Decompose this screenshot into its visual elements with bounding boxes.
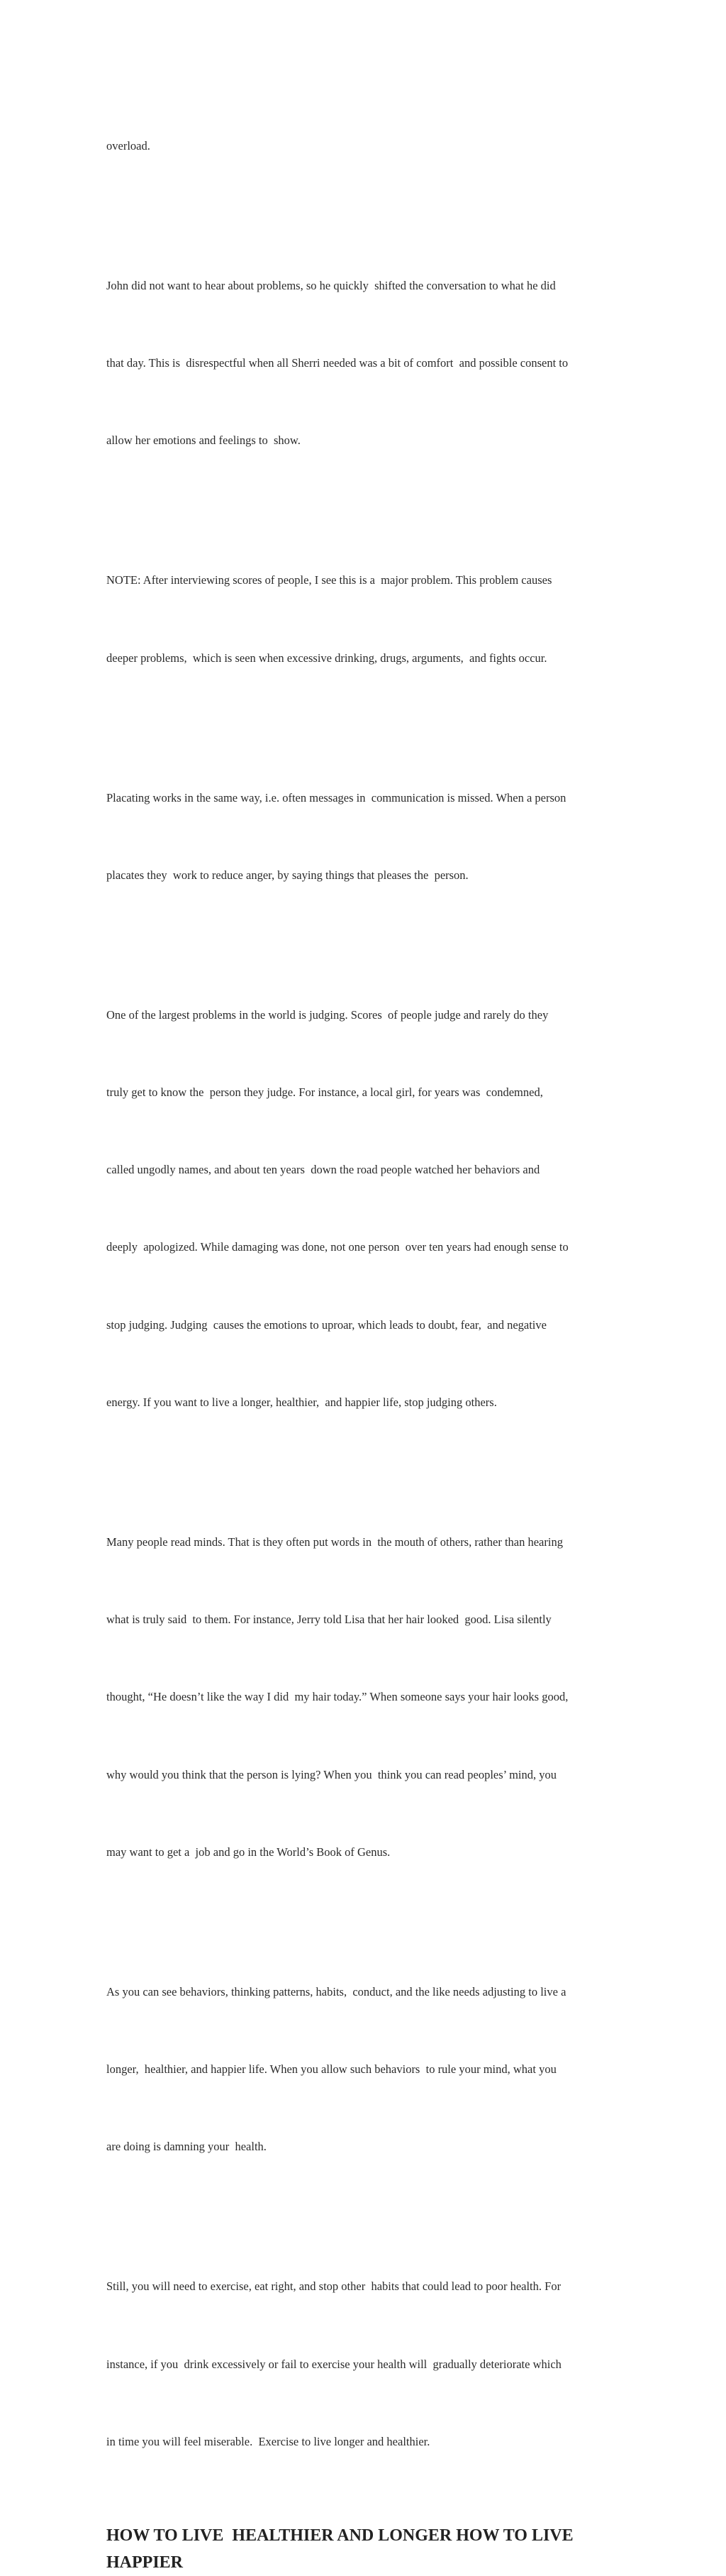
heading-line: HAPPIER [106,2553,183,2572]
paragraph-line: why would you think that the person is lying? When you think you can read peoples’ mind, you [106,1767,557,1781]
paragraph-line: Many people read minds. That is they often put words in the mouth of others, rather than hearing [106,1535,563,1549]
paragraph-line: Still, you will need to exercise, eat right, and stop other habits that could lead to poor health. For [106,2279,562,2294]
paragraph-line: allow her emotions and feelings to show. [106,433,301,448]
paragraph-line: in time you will feel miserable. Exercise to live longer and healthier. [106,2434,430,2448]
paragraph-line: energy. If you want to live a longer, healthier, and happier life, stop judging others. [106,1395,497,1409]
paragraph-judging [106,951,627,1467]
paragraph-mind-reading [106,1478,627,1917]
paragraph-john [106,221,627,505]
paragraph-overload [106,82,627,211]
paragraph-line: what is truly said to them. For instance, Jerry told Lisa that her hair looked good. Lisa silently [106,1613,552,1627]
heading-line: HOW TO LIVE HEALTHIER AND LONGER HOW TO LIVE [106,2526,574,2545]
document-page [106,82,627,2576]
paragraph-line: Placating works in the same way, i.e. often messages in communication is missed. When a person [106,790,566,805]
paragraph-line: truly get to know the person they judge. For instance, a local girl, for years was condemned, [106,1085,543,1100]
paragraph-line: John did not want to hear about problems, so he quickly shifted the conversation to what he did [106,278,556,292]
paragraph-line: deeply apologized. While damaging was done, not one person over ten years had enough sense to [106,1240,569,1254]
paragraph-line: stop judging. Judging causes the emotions to uproar, which leads to doubt, fear, and negative [106,1317,547,1332]
section-heading [106,2522,627,2576]
paragraph-line: that day. This is disrespectful when all Sherri needed was a bit of comfort and possible consent to [106,356,569,370]
paragraph-line: placates they work to reduce anger, by saying things that pleases the person. [106,868,469,882]
paragraph-line: called ungodly names, and about ten years down the road people watched her behaviors and [106,1163,540,1177]
paragraph-note [106,516,627,723]
paragraph-exercise [106,2223,627,2506]
paragraph-line: overload. [106,138,150,153]
paragraph-line: thought, “He doesn’t like the way I did my hair today.” When someone says your hair looks good, [106,1690,569,1704]
paragraph-behaviors [106,1928,627,2211]
paragraph-line: One of the largest problems in the world is judging. Scores of people judge and rarely do they [106,1007,549,1022]
paragraph-line: As you can see behaviors, thinking patterns, habits, conduct, and the like needs adjusting to live a [106,1984,566,1999]
paragraph-line: NOTE: After interviewing scores of people, I see this is a major problem. This problem causes [106,573,552,587]
paragraph-line: may want to get a job and go in the World’s Book of Genus. [106,1845,391,1859]
paragraph-line: are doing is damning your health. [106,2140,267,2154]
paragraph-placating [106,734,627,940]
paragraph-line: longer, healthier, and happier life. When you allow such behaviors to rule your mind, what you [106,2062,557,2077]
paragraph-line: instance, if you drink excessively or fail to exercise your health will gradually deteriorate which [106,2357,562,2371]
paragraph-line: deeper problems, which is seen when excessive drinking, drugs, arguments, and fights occur. [106,651,547,665]
